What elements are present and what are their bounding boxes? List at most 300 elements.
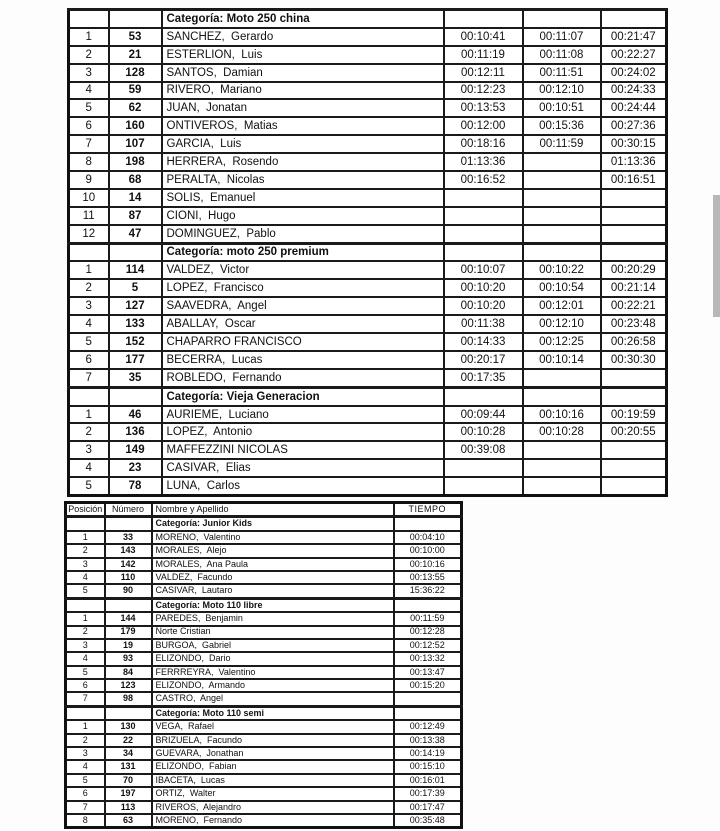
category-label: Categoría: Moto 110 semi xyxy=(152,706,394,720)
time-cell: 00:11:19 xyxy=(444,46,523,64)
time-cell: 00:09:44 xyxy=(444,406,523,424)
position-cell: 4 xyxy=(69,82,109,100)
name-cell: CASIVAR, Lautaro xyxy=(152,584,394,598)
time-cell xyxy=(523,189,601,207)
time-cell: 00:10:20 xyxy=(444,279,523,297)
time-cell xyxy=(523,225,601,243)
time-cell: 00:10:28 xyxy=(444,423,523,441)
name-cell: RIVERO, Mariano xyxy=(162,82,444,100)
result-row xyxy=(69,279,667,297)
position-cell: 5 xyxy=(66,666,105,679)
time-cell: 00:13:32 xyxy=(394,652,462,665)
time-cell xyxy=(444,189,523,207)
result-row xyxy=(69,207,667,225)
position-cell: 3 xyxy=(69,64,109,82)
time-cell: 00:22:27 xyxy=(601,46,667,64)
time-cell: 00:30:15 xyxy=(601,135,667,153)
time-cell: 00:10:41 xyxy=(444,28,523,46)
position-cell: 2 xyxy=(69,423,109,441)
position-cell: 7 xyxy=(66,801,105,814)
position-cell: 5 xyxy=(69,333,109,351)
time-cell: 00:35:48 xyxy=(394,814,462,828)
category-row xyxy=(66,517,462,531)
table-header-row xyxy=(66,503,462,517)
header-name: Nombre y Apellido xyxy=(152,503,394,517)
empty-cell xyxy=(444,243,523,261)
time-cell: 01:13:36 xyxy=(601,153,667,171)
header-number: Número xyxy=(105,503,152,517)
time-cell xyxy=(523,459,601,477)
position-cell: 5 xyxy=(66,584,105,598)
name-cell: MORENO, Valentino xyxy=(152,531,394,544)
time-cell: 00:39:08 xyxy=(444,441,523,459)
empty-cell xyxy=(109,243,162,261)
result-row xyxy=(66,571,462,584)
position-cell: 12 xyxy=(69,225,109,243)
time-cell xyxy=(601,441,667,459)
name-cell: HERRERA, Rosendo xyxy=(162,153,444,171)
time-cell: 00:13:47 xyxy=(394,666,462,679)
time-cell: 00:21:47 xyxy=(601,28,667,46)
number-cell: 19 xyxy=(105,639,152,652)
time-cell: 00:11:51 xyxy=(523,64,601,82)
time-cell xyxy=(601,477,667,495)
position-cell: 2 xyxy=(69,279,109,297)
empty-cell xyxy=(105,598,152,612)
name-cell: Norte Cristian xyxy=(152,626,394,639)
position-cell: 4 xyxy=(66,571,105,584)
result-row xyxy=(66,639,462,652)
result-row xyxy=(66,531,462,544)
name-cell: SANTOS, Damian xyxy=(162,64,444,82)
time-cell: 00:11:59 xyxy=(523,135,601,153)
number-cell: 130 xyxy=(105,720,152,733)
result-row xyxy=(66,747,462,760)
time-cell: 00:13:53 xyxy=(444,99,523,117)
result-row xyxy=(66,558,462,571)
position-cell: 4 xyxy=(66,652,105,665)
time-cell: 00:24:02 xyxy=(601,64,667,82)
scrollbar-thumb[interactable] xyxy=(713,195,720,317)
result-row xyxy=(69,64,667,82)
result-row xyxy=(66,544,462,557)
name-cell: LOPEZ, Antonio xyxy=(162,423,444,441)
position-cell: 10 xyxy=(69,189,109,207)
time-cell xyxy=(601,369,667,387)
position-cell: 5 xyxy=(66,774,105,787)
name-cell: LOPEZ, Francisco xyxy=(162,279,444,297)
name-cell: SAAVEDRA, Angel xyxy=(162,297,444,315)
number-cell: 87 xyxy=(109,207,162,225)
time-cell: 00:10:00 xyxy=(394,544,462,557)
time-cell: 00:27:36 xyxy=(601,117,667,135)
number-cell: 114 xyxy=(109,261,162,279)
time-cell: 00:23:48 xyxy=(601,315,667,333)
result-row xyxy=(69,406,667,424)
time-cell: 00:10:07 xyxy=(444,261,523,279)
result-row xyxy=(69,46,667,64)
name-cell: ONTIVEROS, Matias xyxy=(162,117,444,135)
position-cell: 4 xyxy=(69,315,109,333)
result-row xyxy=(66,652,462,665)
name-cell: CIONI, Hugo xyxy=(162,207,444,225)
name-cell: GUEVARA, Jonathan xyxy=(152,747,394,760)
result-row xyxy=(66,679,462,692)
time-cell: 00:10:51 xyxy=(523,99,601,117)
time-cell: 00:20:17 xyxy=(444,351,523,369)
name-cell: JUAN, Jonatan xyxy=(162,99,444,117)
time-cell: 00:16:52 xyxy=(444,171,523,189)
result-row xyxy=(69,135,667,153)
position-cell: 8 xyxy=(69,153,109,171)
number-cell: 177 xyxy=(109,351,162,369)
name-cell: BURGOA, Gabriel xyxy=(152,639,394,652)
name-cell: FERRREYRA, Valentino xyxy=(152,666,394,679)
empty-cell xyxy=(69,387,109,405)
time-cell: 00:12:49 xyxy=(394,720,462,733)
time-cell xyxy=(523,171,601,189)
time-cell xyxy=(523,207,601,225)
time-cell xyxy=(523,441,601,459)
name-cell: BECERRA, Lucas xyxy=(162,351,444,369)
position-cell: 3 xyxy=(69,297,109,315)
empty-cell xyxy=(69,243,109,261)
time-cell xyxy=(444,225,523,243)
empty-cell xyxy=(601,387,667,405)
time-cell: 00:11:38 xyxy=(444,315,523,333)
name-cell: ELIZONDO, Fabian xyxy=(152,760,394,773)
time-cell: 00:12:10 xyxy=(523,315,601,333)
number-cell: 197 xyxy=(105,787,152,800)
time-cell: 00:12:11 xyxy=(444,64,523,82)
result-row xyxy=(69,459,667,477)
time-cell xyxy=(601,207,667,225)
name-cell: AURIEME, Luciano xyxy=(162,406,444,424)
time-cell xyxy=(523,477,601,495)
time-cell: 00:24:44 xyxy=(601,99,667,117)
time-cell: 00:10:22 xyxy=(523,261,601,279)
position-cell: 1 xyxy=(66,531,105,544)
position-cell: 3 xyxy=(66,558,105,571)
number-cell: 152 xyxy=(109,333,162,351)
number-cell: 33 xyxy=(105,531,152,544)
number-cell: 21 xyxy=(109,46,162,64)
result-row xyxy=(66,692,462,706)
result-row xyxy=(69,477,667,495)
category-label: Categoría: Moto 110 libre xyxy=(152,598,394,612)
time-cell: 00:10:20 xyxy=(444,297,523,315)
position-cell: 2 xyxy=(66,734,105,747)
empty-cell xyxy=(523,387,601,405)
time-cell: 00:11:08 xyxy=(523,46,601,64)
number-cell: 23 xyxy=(109,459,162,477)
empty-cell xyxy=(394,706,462,720)
time-cell: 00:16:51 xyxy=(601,171,667,189)
name-cell: MORENO, Fernando xyxy=(152,814,394,828)
number-cell: 133 xyxy=(109,315,162,333)
empty-cell xyxy=(523,243,601,261)
empty-cell xyxy=(105,706,152,720)
time-cell xyxy=(444,459,523,477)
result-row xyxy=(69,99,667,117)
number-cell: 35 xyxy=(109,369,162,387)
time-cell: 00:13:55 xyxy=(394,571,462,584)
result-row xyxy=(66,801,462,814)
header-position: Posición xyxy=(66,503,105,517)
empty-cell xyxy=(66,598,105,612)
time-cell: 00:17:47 xyxy=(394,801,462,814)
result-row xyxy=(66,584,462,598)
time-cell: 00:12:10 xyxy=(523,82,601,100)
number-cell: 179 xyxy=(105,626,152,639)
name-cell: ELIZONDO, Dario xyxy=(152,652,394,665)
number-cell: 63 xyxy=(105,814,152,828)
result-row xyxy=(66,760,462,773)
position-cell: 1 xyxy=(69,28,109,46)
number-cell: 143 xyxy=(105,544,152,557)
name-cell: MAFFEZZINI NICOLAS xyxy=(162,441,444,459)
time-cell: 00:24:33 xyxy=(601,82,667,100)
number-cell: 93 xyxy=(105,652,152,665)
number-cell: 149 xyxy=(109,441,162,459)
number-cell: 107 xyxy=(109,135,162,153)
time-cell: 00:20:55 xyxy=(601,423,667,441)
time-cell: 00:30:30 xyxy=(601,351,667,369)
name-cell: MORALES, Ana Paula xyxy=(152,558,394,571)
time-cell: 00:12:52 xyxy=(394,639,462,652)
empty-cell xyxy=(69,10,109,28)
result-row xyxy=(69,351,667,369)
result-row xyxy=(69,315,667,333)
number-cell: 84 xyxy=(105,666,152,679)
time-cell: 00:22:21 xyxy=(601,297,667,315)
position-cell: 7 xyxy=(66,692,105,706)
time-cell: 00:04:10 xyxy=(394,531,462,544)
time-cell: 00:10:16 xyxy=(523,406,601,424)
time-cell: 00:15:10 xyxy=(394,760,462,773)
position-cell: 6 xyxy=(66,679,105,692)
category-label: Categoría: Vieja Generacion xyxy=(162,387,444,405)
number-cell: 62 xyxy=(109,99,162,117)
time-cell: 00:12:25 xyxy=(523,333,601,351)
category-row xyxy=(69,387,667,405)
name-cell: MORALES, Alejo xyxy=(152,544,394,557)
result-row xyxy=(66,720,462,733)
result-row xyxy=(66,774,462,787)
name-cell: PAREDES, Benjamin xyxy=(152,612,394,625)
time-cell: 00:10:28 xyxy=(523,423,601,441)
category-label: Categoría: Junior Kids xyxy=(152,517,394,531)
category-label: Categoría: moto 250 premium xyxy=(162,243,444,261)
name-cell: BRIZUELA, Facundo xyxy=(152,734,394,747)
empty-cell xyxy=(105,517,152,531)
result-row xyxy=(66,787,462,800)
result-row xyxy=(69,189,667,207)
number-cell: 198 xyxy=(109,153,162,171)
time-cell xyxy=(523,369,601,387)
number-cell: 160 xyxy=(109,117,162,135)
position-cell: 5 xyxy=(69,99,109,117)
name-cell: ORTIZ, Walter xyxy=(152,787,394,800)
empty-cell xyxy=(109,10,162,28)
name-cell: VALDEZ, Victor xyxy=(162,261,444,279)
number-cell: 53 xyxy=(109,28,162,46)
time-cell: 00:17:39 xyxy=(394,787,462,800)
category-label: Categoría: Moto 250 china xyxy=(162,10,444,28)
number-cell: 142 xyxy=(105,558,152,571)
result-row xyxy=(69,225,667,243)
position-cell: 1 xyxy=(69,261,109,279)
empty-cell xyxy=(66,517,105,531)
name-cell: IBACETA, Lucas xyxy=(152,774,394,787)
time-cell: 00:17:35 xyxy=(444,369,523,387)
empty-cell xyxy=(109,387,162,405)
category-row xyxy=(66,598,462,612)
name-cell: GARCIA, Luis xyxy=(162,135,444,153)
position-cell: 6 xyxy=(69,117,109,135)
name-cell: ABALLAY, Oscar xyxy=(162,315,444,333)
time-cell: 00:14:33 xyxy=(444,333,523,351)
position-cell: 7 xyxy=(69,369,109,387)
result-row xyxy=(66,734,462,747)
result-row xyxy=(66,666,462,679)
empty-cell xyxy=(444,387,523,405)
number-cell: 98 xyxy=(105,692,152,706)
position-cell: 4 xyxy=(69,459,109,477)
time-cell xyxy=(394,692,462,706)
time-cell xyxy=(601,225,667,243)
name-cell: PERALTA, Nicolas xyxy=(162,171,444,189)
empty-cell xyxy=(66,706,105,720)
name-cell: RIVEROS, Alejandro xyxy=(152,801,394,814)
number-cell: 113 xyxy=(105,801,152,814)
time-cell xyxy=(444,207,523,225)
position-cell: 1 xyxy=(66,612,105,625)
position-cell: 7 xyxy=(69,135,109,153)
number-cell: 70 xyxy=(105,774,152,787)
time-cell: 00:11:07 xyxy=(523,28,601,46)
result-row xyxy=(66,626,462,639)
result-row xyxy=(69,369,667,387)
number-cell: 127 xyxy=(109,297,162,315)
time-cell: 00:10:16 xyxy=(394,558,462,571)
position-cell: 2 xyxy=(69,46,109,64)
result-row xyxy=(69,297,667,315)
time-cell: 00:12:28 xyxy=(394,626,462,639)
time-cell: 00:11:59 xyxy=(394,612,462,625)
number-cell: 90 xyxy=(105,584,152,598)
time-cell: 15:36:22 xyxy=(394,584,462,598)
number-cell: 5 xyxy=(109,279,162,297)
name-cell: LUNA, Carlos xyxy=(162,477,444,495)
number-cell: 59 xyxy=(109,82,162,100)
position-cell: 8 xyxy=(66,814,105,828)
number-cell: 144 xyxy=(105,612,152,625)
time-cell: 00:16:01 xyxy=(394,774,462,787)
time-cell: 00:14:19 xyxy=(394,747,462,760)
position-cell: 2 xyxy=(66,626,105,639)
number-cell: 68 xyxy=(109,171,162,189)
number-cell: 131 xyxy=(105,760,152,773)
time-cell: 00:15:36 xyxy=(523,117,601,135)
result-row xyxy=(69,423,667,441)
name-cell: CASIVAR, Elias xyxy=(162,459,444,477)
result-row xyxy=(69,171,667,189)
position-cell: 1 xyxy=(66,720,105,733)
position-cell: 4 xyxy=(66,760,105,773)
position-cell: 11 xyxy=(69,207,109,225)
result-row xyxy=(66,814,462,828)
time-cell: 00:10:54 xyxy=(523,279,601,297)
result-row xyxy=(69,441,667,459)
header-time: TIEMPO xyxy=(394,503,462,517)
position-cell: 1 xyxy=(69,406,109,424)
category-row xyxy=(66,706,462,720)
time-cell: 00:15:20 xyxy=(394,679,462,692)
time-cell xyxy=(601,459,667,477)
name-cell: SANCHEZ, Gerardo xyxy=(162,28,444,46)
number-cell: 110 xyxy=(105,571,152,584)
number-cell: 136 xyxy=(109,423,162,441)
name-cell: SOLIS, Emanuel xyxy=(162,189,444,207)
time-cell: 00:12:00 xyxy=(444,117,523,135)
result-row xyxy=(69,153,667,171)
number-cell: 47 xyxy=(109,225,162,243)
result-row xyxy=(69,117,667,135)
name-cell: VALDEZ, Facundo xyxy=(152,571,394,584)
result-row xyxy=(69,333,667,351)
name-cell: VEGA, Rafael xyxy=(152,720,394,733)
name-cell: ESTERLION, Luis xyxy=(162,46,444,64)
number-cell: 46 xyxy=(109,406,162,424)
number-cell: 22 xyxy=(105,734,152,747)
empty-cell xyxy=(601,243,667,261)
time-cell: 00:10:14 xyxy=(523,351,601,369)
results-table-summary xyxy=(64,501,463,829)
time-cell: 01:13:36 xyxy=(444,153,523,171)
position-cell: 2 xyxy=(66,544,105,557)
result-row xyxy=(69,28,667,46)
result-row xyxy=(66,612,462,625)
time-cell: 00:21:14 xyxy=(601,279,667,297)
name-cell: ROBLEDO, Fernando xyxy=(162,369,444,387)
time-cell xyxy=(444,477,523,495)
time-cell: 00:26:58 xyxy=(601,333,667,351)
number-cell: 128 xyxy=(109,64,162,82)
empty-cell xyxy=(394,598,462,612)
category-row xyxy=(69,243,667,261)
position-cell: 3 xyxy=(66,639,105,652)
time-cell: 00:20:29 xyxy=(601,261,667,279)
empty-cell xyxy=(394,517,462,531)
time-cell: 00:13:38 xyxy=(394,734,462,747)
time-cell: 00:12:01 xyxy=(523,297,601,315)
time-cell: 00:12:23 xyxy=(444,82,523,100)
result-row xyxy=(69,261,667,279)
name-cell: DOMINGUEZ, Pablo xyxy=(162,225,444,243)
empty-cell xyxy=(601,10,667,28)
category-row xyxy=(69,10,667,28)
time-cell xyxy=(523,153,601,171)
position-cell: 6 xyxy=(66,787,105,800)
result-row xyxy=(69,82,667,100)
number-cell: 34 xyxy=(105,747,152,760)
results-table-detailed xyxy=(67,8,668,497)
time-cell: 00:19:59 xyxy=(601,406,667,424)
time-cell: 00:18:16 xyxy=(444,135,523,153)
name-cell: CASTRO, Angel xyxy=(152,692,394,706)
position-cell: 3 xyxy=(66,747,105,760)
